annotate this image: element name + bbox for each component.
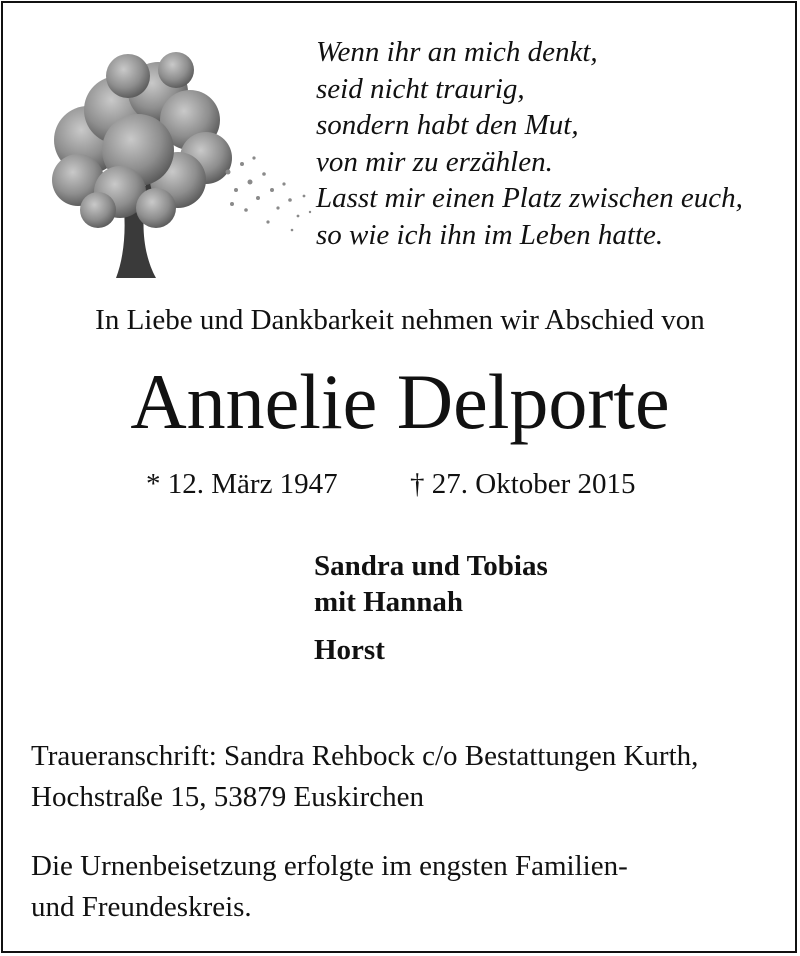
closing-line: Die Urnenbeisetzung erfolgte im engsten Familien- [31, 850, 628, 882]
mourning-address [31, 736, 698, 818]
mourner-line: mit Hannah [314, 586, 464, 618]
mourner-line: Horst [314, 634, 385, 666]
poem-line: sondern habt den Mut, [316, 109, 579, 141]
tree-icon [28, 40, 318, 280]
closing-line: und Freundeskreis. [31, 891, 252, 923]
mourners [314, 548, 548, 668]
birth-date: * 12. März 1947 [146, 468, 338, 500]
poem-line: Lasst mir einen Platz zwischen euch, [316, 182, 743, 214]
deceased-name: Annelie Delporte [130, 358, 670, 445]
address-line: Hochstraße 15, 53879 Euskirchen [31, 781, 425, 813]
poem [316, 34, 796, 253]
poem-line: von mir zu erzählen. [316, 145, 553, 178]
poem-line: Wenn ihr an mich denkt, [316, 36, 598, 68]
intro-text: In Liebe und Dankbarkeit nehmen wir Abschied von [95, 304, 705, 336]
poem-line: seid nicht traurig, [316, 72, 525, 105]
address-line: Traueranschrift: Sandra Rehbock c/o Bestattungen Kurth, [31, 740, 699, 772]
death-date: † 27. Oktober 2015 [410, 468, 636, 500]
closing-note [31, 846, 628, 928]
mourner-line: Sandra und Tobias [314, 550, 548, 582]
poem-line: so wie ich ihn im Leben hatte. [316, 218, 664, 251]
